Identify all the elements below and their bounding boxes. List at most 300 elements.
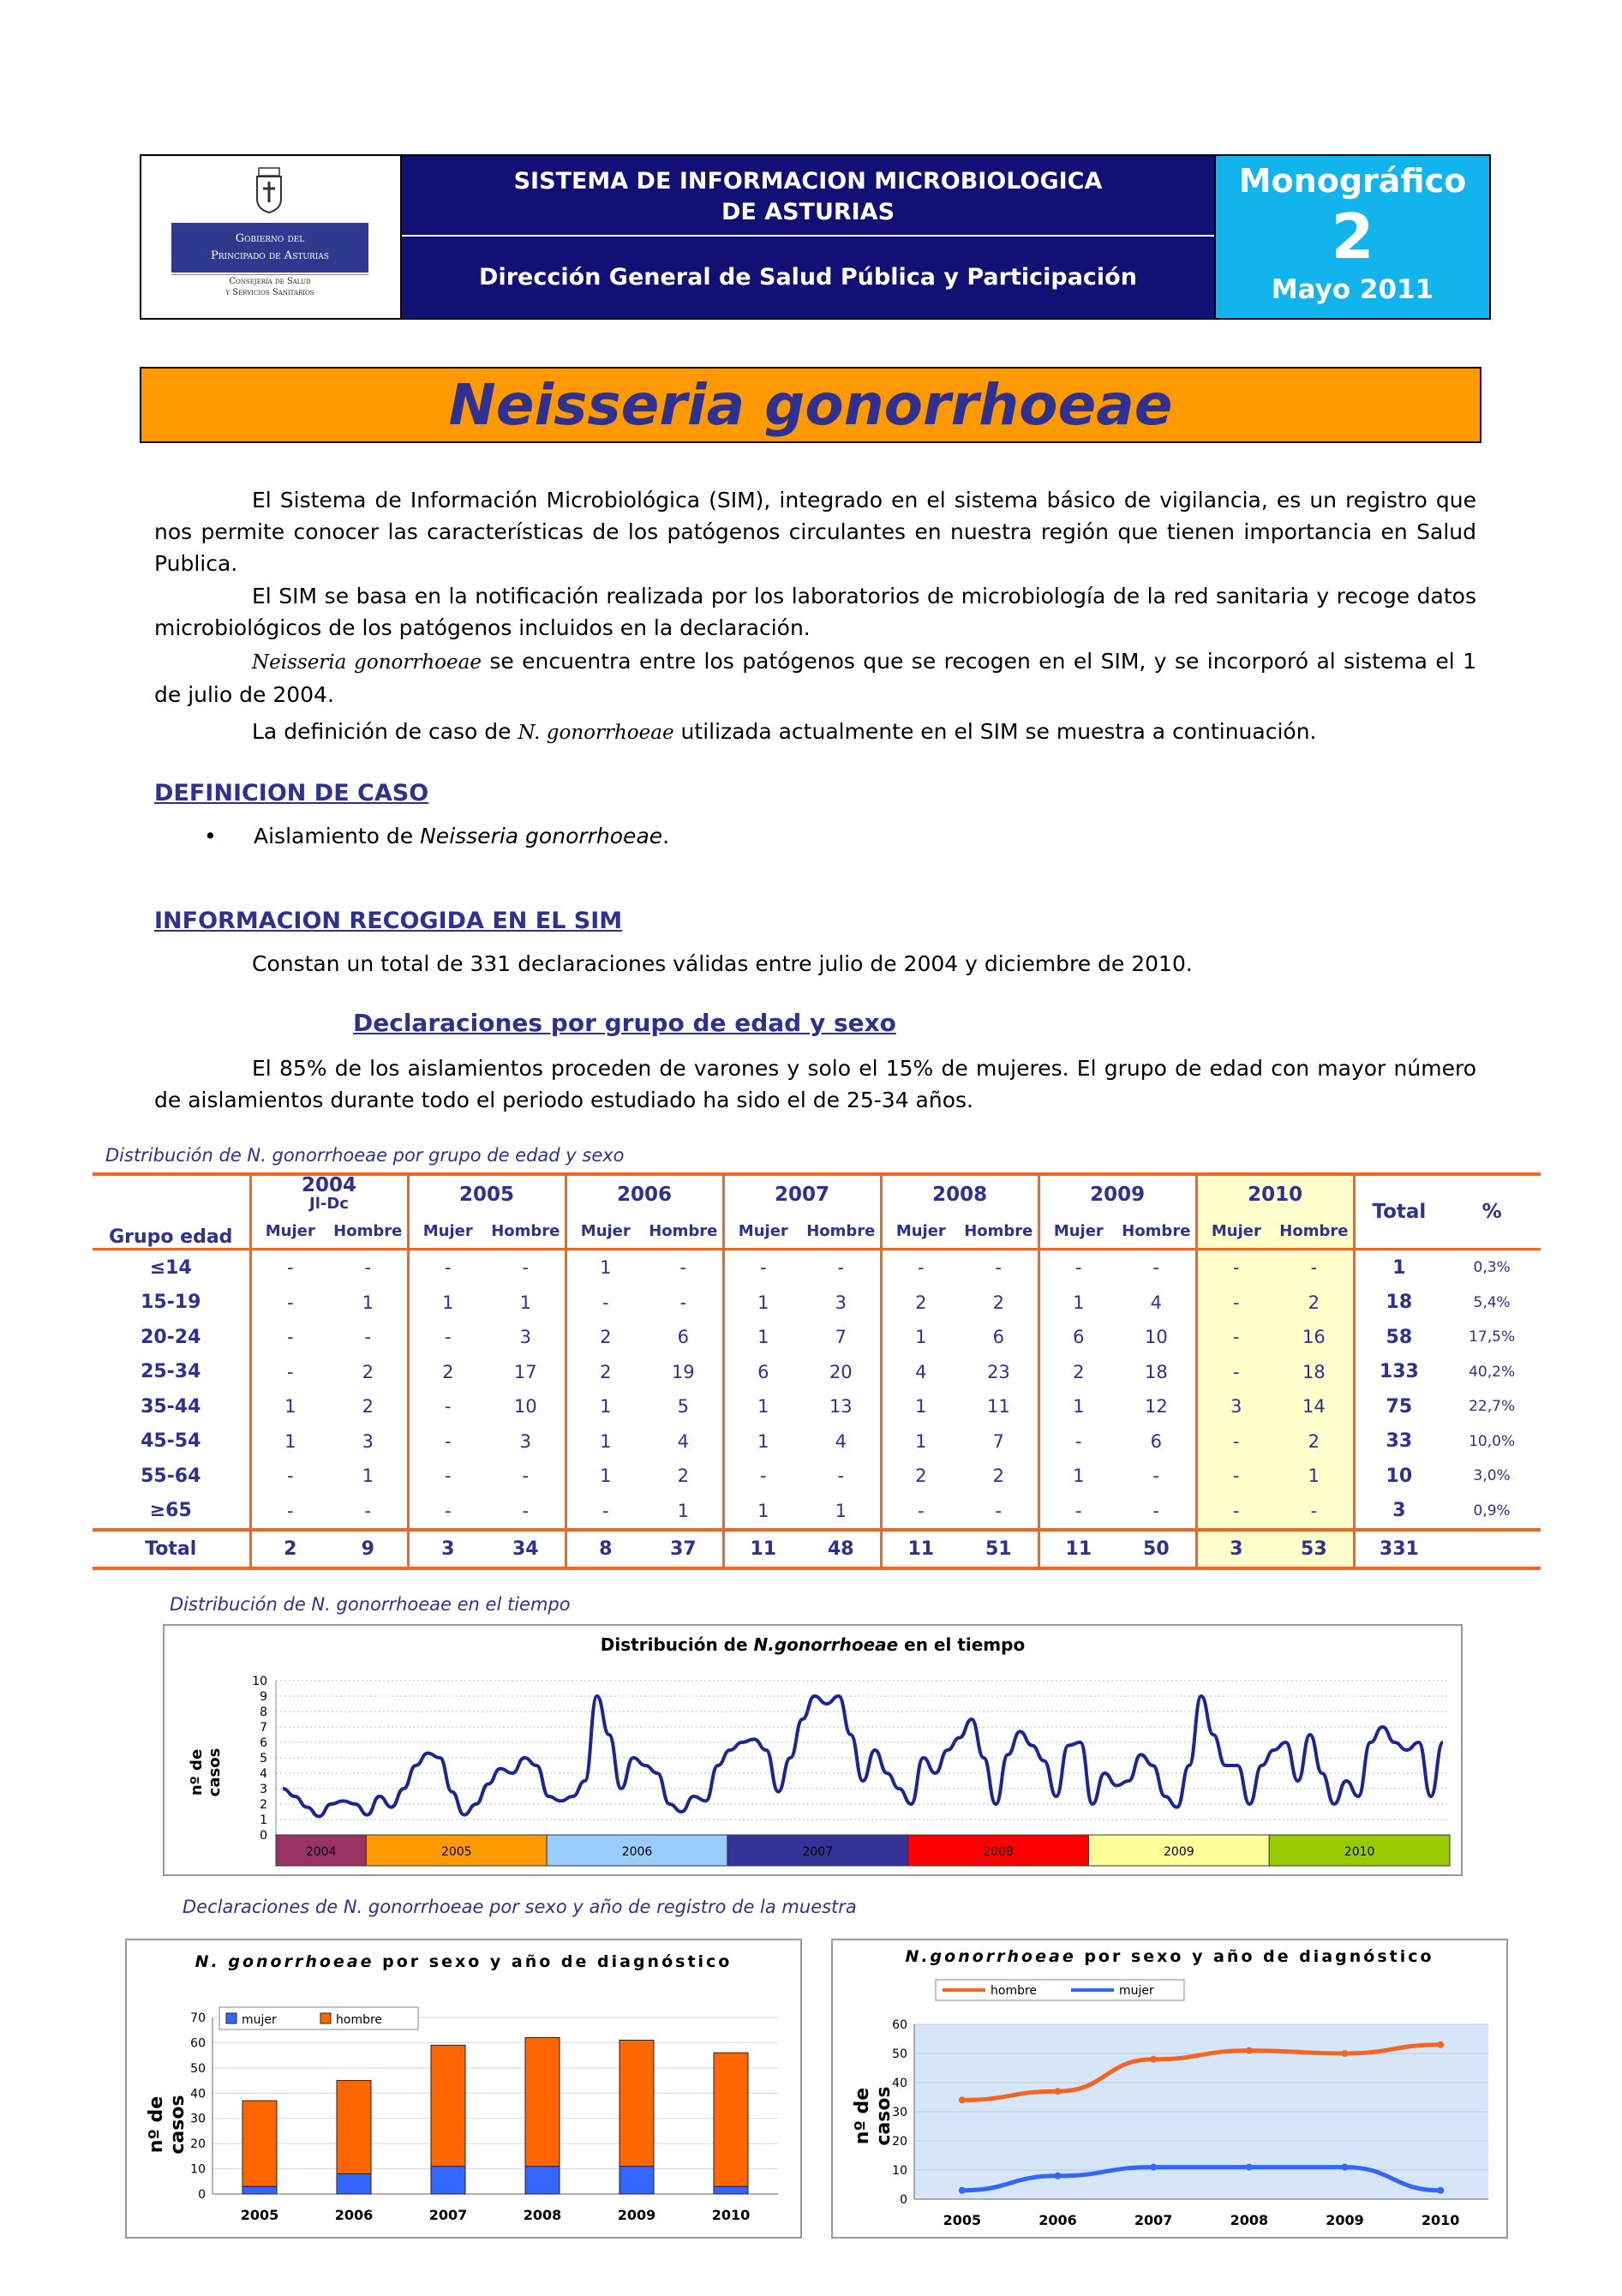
bar-mujer [619,2167,654,2194]
y-tick-label: 50 [892,2047,907,2061]
y-tick-label: 0 [900,2193,907,2207]
table-row [93,1424,1541,1460]
logo-line2: Principado de Asturias [211,249,329,262]
row-pct-cell: 17,5% [1469,1328,1516,1346]
total-row-pct-cell [1443,1530,1541,1568]
page-title: Neisseria gonorrhoeae [140,367,1481,443]
table-cell: - [364,1327,372,1348]
table-cell: - [1196,1355,1275,1390]
sex-header-cell: Mujer [1038,1214,1117,1250]
point-mujer [1150,2164,1157,2171]
system-title-line2: DE ASTURIAS [721,199,895,225]
table-cell: 1 [362,1292,374,1313]
row-pct-cell: 10,0% [1469,1432,1516,1450]
y-tick-label: 10 [892,2164,907,2178]
intro-paragraph-4-pre: La definición de caso de [252,719,518,744]
table-cell: - [837,1257,845,1279]
table-cell: 1 [519,1292,531,1313]
table-row [93,1320,1541,1355]
y-tick-label: 9 [260,1690,267,1704]
table-cell: 10 [513,1396,537,1418]
table-cell: - [566,1494,644,1531]
table-row [93,1389,1541,1424]
table-cell: 1 [723,1320,802,1355]
table-cell: 1 [835,1500,847,1521]
y-tick-label: 70 [190,2011,206,2025]
table-cell: 16 [1275,1320,1354,1355]
table-row [93,1250,1541,1286]
x-tick-label: 2006 [334,2207,374,2223]
table-cell: 6 [723,1355,802,1390]
sex-header-row [93,1214,1541,1250]
row-pct-cell: 0,9% [1473,1502,1511,1520]
timeseries-plot [165,1626,1461,1874]
age-group-cell: 45-54 [141,1430,201,1453]
table-cell: 1 [723,1494,802,1531]
section-heading-sim-info: INFORMACION RECOGIDA EN EL SIM [154,908,623,934]
sex-header-cell: Hombre [329,1214,408,1250]
table-cell: 2 [408,1355,487,1390]
row-pct-cell: 40,2% [1469,1363,1516,1381]
year-header-2009: 2009 [1038,1174,1196,1214]
table-cell: - [1275,1250,1354,1286]
total-row-cell: 48 [802,1530,881,1568]
total-row-cell: 8 [566,1530,644,1568]
table-cell: - [1152,1257,1160,1279]
y-tick-label: 30 [892,2106,907,2119]
x-tick-label: 2010 [711,2207,751,2223]
bar-mujer [337,2173,371,2194]
table-cell: - [408,1459,487,1494]
table-cell: - [723,1250,802,1286]
row-total-cell: 18 [1354,1286,1443,1321]
issue-label: Monográfico [1238,162,1467,200]
row-total-cell: 133 [1354,1355,1443,1390]
year-band-label: 2010 [1344,1845,1375,1859]
y-tick-label: 6 [260,1736,267,1750]
table-cell: - [1196,1286,1275,1321]
table-cell: - [408,1424,487,1460]
pathogen-name: Neisseria gonorrhoeae [252,651,482,674]
logo-band [171,223,368,273]
table-cell: 11 [986,1396,1010,1418]
table-cell: 1 [881,1320,960,1355]
total-row-cell: 3 [1196,1530,1275,1568]
table-cell: 1 [881,1389,960,1424]
x-tick-label: 2009 [617,2207,656,2223]
bar-hombre [431,2045,465,2166]
y-tick-label: 40 [892,2077,907,2090]
table-cell: 18 [1144,1361,1168,1382]
table-cell: 1 [566,1389,644,1424]
table-cell: 1 [566,1250,644,1286]
row-total-cell: 10 [1354,1459,1443,1494]
total-row-cell: 53 [1275,1530,1354,1568]
logo-sub1: Consejería de Salud [229,277,311,286]
y-tick-label: 2 [260,1798,267,1812]
line-legend [936,1980,1184,2000]
legend-label: hombre [991,1984,1038,1998]
point-mujer [1437,2187,1444,2194]
y-tick-label: 60 [190,2036,206,2051]
x-tick-label: 2009 [1326,2212,1364,2228]
age-group-cell: 35-44 [141,1395,201,1418]
year-band-label: 2009 [1164,1845,1194,1859]
sex-header-cell: Mujer [723,1214,802,1250]
row-total-cell: 58 [1354,1320,1443,1355]
point-mujer [959,2187,966,2194]
table-cell: 3 [1196,1389,1275,1424]
table-cell: 2 [1038,1355,1117,1390]
y-tick-label: 40 [190,2087,206,2101]
bar-mujer [525,2167,560,2194]
year-header-2010: 2010 [1196,1174,1354,1214]
legend-label: hombre [336,2013,383,2027]
point-mujer [1342,2164,1349,2171]
age-group-cell: ≥65 [149,1500,192,1522]
bar-mujer [431,2167,465,2194]
sex-year-caption: Declaraciones de N. gonorrhoeae por sexo y año de registro de la muestra [183,1897,857,1917]
timeseries-ylabel: nº de casos [188,1747,224,1797]
year-band-label: 2005 [440,1845,472,1859]
table-cell: - [881,1250,960,1286]
y-tick-label: 5 [260,1752,267,1765]
y-tick-label: 20 [892,2135,907,2149]
y-tick-label: 3 [260,1783,267,1796]
table-cell: 2 [362,1361,374,1382]
plot-area [212,2017,778,2194]
row-pct-cell: 22,7% [1469,1398,1516,1416]
sex-header-cell: Mujer [1196,1214,1275,1250]
table-row [93,1286,1541,1321]
sex-header-cell: Hombre [1117,1214,1196,1250]
table-cell: - [679,1257,687,1279]
bullet-text-pre: Aislamiento de [254,824,421,848]
sex-header-cell: Mujer [881,1214,960,1250]
table-cell: - [1275,1494,1354,1531]
table-cell: 12 [1144,1396,1168,1418]
direction-subtitle: Dirección General de Salud Pública y Participación [479,264,1137,291]
timeseries-title-post: en el tiempo [898,1634,1026,1655]
age-group-cell: 20-24 [141,1326,201,1348]
table-cell: 4 [835,1430,847,1452]
bar-hombre [525,2038,560,2167]
x-tick-label: 2007 [428,2207,468,2223]
table-cell: 3 [835,1292,847,1313]
table-cell: 5 [677,1396,689,1418]
table-cell: 1 [723,1286,802,1321]
table-cell: 2 [881,1459,960,1494]
table-cell: 2 [566,1320,644,1355]
age-group-cell: 55-64 [141,1465,201,1487]
table-row [93,1459,1541,1494]
timeseries-caption: Distribución de N. gonorrhoeae en el tiempo [170,1594,571,1615]
bar-hombre [619,2040,654,2166]
year-header-2008: 2008 [881,1174,1038,1214]
table-cell: - [881,1494,960,1531]
table-cell: 17 [513,1361,537,1382]
table-cell: 6 [677,1327,689,1348]
table-cell: 1 [723,1424,802,1460]
sex-header-cell: Hombre [960,1214,1038,1250]
x-tick-label: 2007 [1134,2212,1173,2228]
timeseries-title-italic: N.gonorrhoeae [753,1634,899,1655]
bar-hombre [337,2081,371,2174]
x-tick-label: 2006 [1038,2212,1077,2228]
table-cell: - [408,1250,487,1286]
table-cell: 1 [408,1286,487,1321]
table-cell: 1 [881,1424,960,1460]
col-group-header [93,1174,250,1250]
line-chart-title-post: por sexo y año de diagnóstico [1075,1947,1434,1966]
y-tick-label: 0 [198,2188,206,2202]
table-cell: 20 [829,1361,853,1382]
bar-hombre [242,2101,277,2186]
table-cell: - [250,1459,329,1494]
table-cell: 13 [829,1396,853,1418]
intro-paragraph-4 [154,716,1476,749]
age-group-cell: 25-34 [141,1361,201,1383]
table-cell: 1 [250,1389,329,1424]
y-tick-label: 0 [260,1829,267,1843]
bar-hombre [714,2053,748,2186]
y-tick-label: 10 [252,1675,267,1688]
table-cell: - [1038,1424,1117,1460]
logo-sub [171,276,368,298]
col-group-label: Grupo edad [109,1226,233,1248]
age-group-cell: ≤14 [149,1256,192,1279]
y-tick-label: 7 [260,1721,267,1735]
total-row-cell: 9 [329,1530,408,1568]
logo-line1: Gobierno del [235,232,305,245]
total-row-cell: 11 [881,1530,960,1568]
point-hombre [1055,2088,1062,2095]
table-cell: - [522,1466,530,1487]
table-cell: - [1038,1494,1117,1531]
table-cell: 19 [671,1361,695,1382]
year-header-2006: 2006 [566,1174,723,1214]
intro-paragraph-3-text: se encuentra entre los patógenos que se recogen en el SIM, y se incorporó al sistema el 1 de julio de 2004. [154,649,1476,707]
table-cell: - [250,1250,329,1286]
bar-chart-title-italic: N. gonorrhoeae [195,1952,374,1971]
bar-chart-title-post: por sexo y año de diagnóstico [374,1952,733,1971]
logo-sub2: y Servicios Sanitarios [225,288,314,297]
legend-label: mujer [1119,1984,1154,1998]
row-pct-cell: 0,3% [1473,1259,1511,1277]
table-cell: - [723,1459,802,1494]
table-cell: 2 [881,1286,960,1321]
bullet-text-italic: Neisseria gonorrhoeae [420,824,663,848]
table-cell: - [566,1286,644,1321]
point-mujer [1246,2164,1253,2171]
issue-number: 2 [1331,201,1374,273]
point-hombre [1437,2041,1444,2048]
table-cell: - [995,1257,1003,1279]
total-row-cell: 11 [723,1530,802,1568]
logo-rule [171,274,368,275]
intro-paragraph-1: El Sistema de Información Microbiológica (SIM), integrado en el sistema básico de vigilancia, es un registro que nos permite conocer las características de los patógenos circulantes en nuestra región que tienen importancia en Salud Publica. [154,488,1476,576]
x-tick-label: 2008 [1230,2212,1269,2228]
table-cell: 6 [1150,1430,1163,1452]
row-total-cell: 3 [1354,1494,1443,1531]
bar-chart-ylabel: nº de casos [146,2095,189,2155]
table-cell: - [1196,1250,1275,1286]
table-cell: 1 [250,1424,329,1460]
y-tick-label: 30 [190,2112,206,2126]
total-row-cell: 37 [644,1530,723,1568]
legend-swatch [226,2013,236,2023]
total-row-cell: 34 [487,1530,566,1568]
point-hombre [1150,2056,1157,2063]
table-cell: 2 [677,1466,689,1487]
table-cell: - [995,1500,1003,1521]
table-cell: - [1196,1494,1275,1531]
table-cell: - [364,1500,372,1521]
x-tick-label: 2008 [523,2207,562,2223]
header-banner [140,154,1491,320]
row-pct-cell: 3,0% [1473,1467,1511,1485]
year-2004-sub: Jl-Dc [309,1195,349,1213]
bullet-text-post: . [662,824,670,848]
table-cell: - [522,1257,530,1279]
row-total-cell: 75 [1354,1389,1443,1424]
table-cell: - [408,1494,487,1531]
table-cell: - [522,1500,530,1521]
table-cell: 1 [677,1500,689,1521]
table-cell: 4 [1150,1292,1163,1313]
table-cell: 3 [519,1327,531,1348]
bar-chart-plot [127,1940,800,2237]
table-caption: Distribución de N. gonorrhoeae por grupo de edad y sexo [105,1145,625,1166]
table-cell: 1 [1275,1459,1354,1494]
sim-total-text: Constan un total de 331 declaraciones válidas entre julio de 2004 y diciembre de 2010. [252,951,1193,976]
header-title-block [402,156,1214,318]
table-cell: - [1152,1500,1160,1521]
table-cell: 10 [1144,1327,1168,1348]
table-cell: 6 [992,1327,1004,1348]
year-band-label: 2004 [305,1845,337,1859]
table-cell: 3 [519,1430,531,1452]
timeseries-title-pre: Distribución de [600,1634,754,1655]
total-row-cell: 2 [250,1530,329,1568]
sex-header-cell: Mujer [566,1214,644,1250]
table-cell: 2 [362,1396,374,1418]
age-group-cell: 15-19 [141,1292,201,1314]
bullet-text [254,824,669,848]
y-tick-label: 8 [260,1706,267,1719]
pathogen-short-name: N. gonorrhoeae [518,722,674,744]
issue-badge [1214,156,1489,318]
total-row-cell: 11 [1038,1530,1117,1568]
x-tick-label: 2010 [1421,2212,1460,2228]
table-cell: 2 [1275,1286,1354,1321]
table-cell: - [1196,1459,1275,1494]
crest-icon [252,165,286,214]
year-band-label: 2006 [621,1845,653,1859]
table-cell: 2 [1275,1424,1354,1460]
table-cell: 1 [362,1466,374,1487]
table-cell: 2 [566,1355,644,1390]
point-hombre [959,2096,966,2103]
line-chart-plot [833,1940,1506,2237]
table-cell: - [250,1494,329,1531]
table-cell: 1 [1038,1459,1117,1494]
row-total-cell: 1 [1354,1250,1443,1286]
table-cell: 6 [1038,1320,1117,1355]
point-hombre [1246,2047,1253,2054]
intro-paragraph-4-post: utilizada actualmente en el SIM se muestra a continuación. [673,719,1317,744]
year-band-label: 2008 [983,1845,1014,1859]
x-tick-label: 2005 [240,2207,279,2223]
y-tick-label: 10 [190,2162,206,2177]
subheading-age-sex: Declaraciones por grupo de edad y sexo [353,1009,896,1037]
table-row [93,1494,1541,1531]
table-cell: - [1196,1424,1275,1460]
table-cell: 1 [566,1424,644,1460]
bar-mujer [242,2186,277,2194]
year-2004-label: 2004 [302,1174,357,1196]
sex-header-cell: Hombre [644,1214,723,1250]
table-cell: 2 [992,1466,1004,1487]
table-cell: 1 [1038,1286,1117,1321]
col-pct-header: % [1443,1174,1541,1250]
table-cell: 7 [992,1430,1004,1452]
sex-header-cell: Hombre [487,1214,566,1250]
point-hombre [1342,2050,1349,2057]
col-total-header: Total [1354,1174,1443,1250]
table-cell: - [408,1320,487,1355]
government-logo [141,156,402,318]
y-tick-label: 4 [260,1767,267,1781]
year-header-2007: 2007 [723,1174,881,1214]
table-cell: 7 [835,1327,847,1348]
table-cell: 18 [1275,1355,1354,1390]
table-row [93,1355,1541,1390]
timeseries-chart [163,1624,1463,1876]
table-cell: 3 [362,1430,374,1452]
total-row-cell: 51 [960,1530,1038,1568]
sex-header-cell: Hombre [802,1214,881,1250]
legend-swatch [320,2013,331,2023]
system-title-line1: SISTEMA DE INFORMACION MICROBIOLOGICA [513,168,1103,195]
table-cell: 4 [881,1355,960,1390]
table-cell: - [679,1292,687,1313]
sex-header-cell: Mujer [250,1214,329,1250]
row-total-cell: 33 [1354,1424,1443,1460]
age-sex-paragraph: El 85% de los aislamientos proceden de varones y solo el 15% de mujeres. El grupo de edad con mayor número de aislamientos durante todo el periodo estudiado ha sido el de 25-34 años. [154,1056,1476,1112]
year-header-2005: 2005 [408,1174,566,1214]
table-cell: - [250,1320,329,1355]
year-header-2004 [250,1174,408,1214]
table-cell: - [837,1466,845,1487]
table-cell: - [1152,1466,1160,1487]
intro-paragraph-3 [154,645,1476,710]
table-cell: - [250,1286,329,1321]
table-cell: 14 [1275,1389,1354,1424]
section-heading-case-definition: DEFINICION DE CASO [154,780,429,806]
total-row-label: Total [93,1530,250,1568]
x-tick-label: 2005 [943,2212,982,2228]
age-sex-table [93,1172,1541,1570]
table-cell: - [1038,1250,1117,1286]
y-tick-label: 60 [892,2018,907,2032]
table-cell: 4 [677,1430,689,1452]
row-pct-cell: 5,4% [1473,1293,1511,1311]
bar-mujer [714,2186,748,2194]
table-cell: - [364,1257,372,1279]
total-row-cell: 3 [408,1530,487,1568]
table-cell: 23 [986,1361,1010,1382]
